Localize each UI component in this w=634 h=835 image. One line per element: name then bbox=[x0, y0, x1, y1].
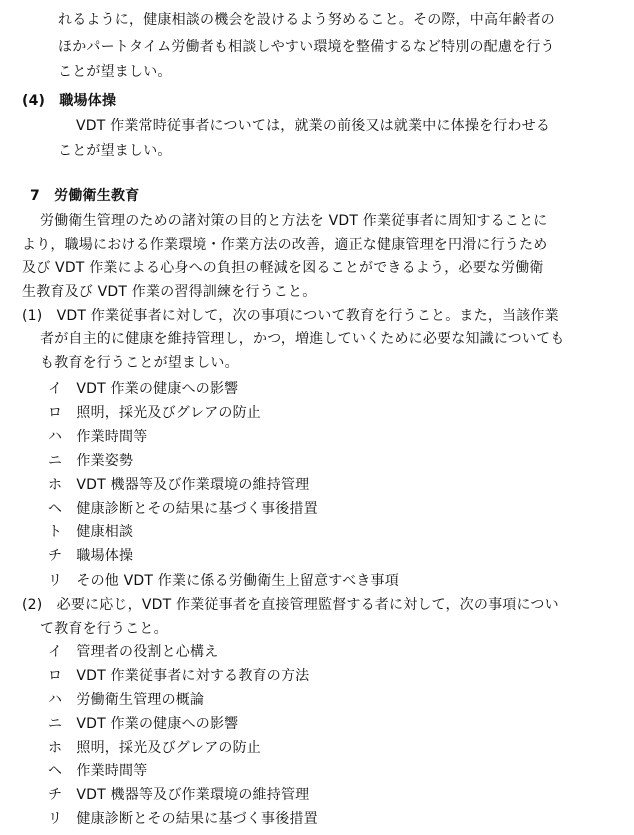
list-item: チ 職場体操 bbox=[48, 548, 134, 564]
list-item: ヘ 作業時間等 bbox=[48, 763, 148, 779]
list-item: ホ 照明，採光及びグレアの防止 bbox=[48, 740, 261, 756]
list-item: リ その他 VDT 作業に係る労働衛生上留意すべき事項 bbox=[48, 573, 399, 589]
item-heading-2: (2) 必要に応じ，VDT 作業従事者を直接管理監督する者に対して，次の事項につい bbox=[22, 597, 559, 613]
paragraph-line: 労働衛生管理のための諸対策の目的と方法を VDT 作業従事者に周知することに bbox=[40, 213, 548, 229]
paragraph-line: ことが望ましい。 bbox=[58, 64, 172, 80]
list-item: イ 管理者の役割と心構え bbox=[48, 644, 219, 660]
list-item: ニ VDT 作業の健康への影響 bbox=[48, 716, 239, 732]
paragraph-line: ことが望ましい。 bbox=[58, 143, 172, 159]
list-item: ヘ 健康診断とその結果に基づく事後措置 bbox=[48, 501, 318, 517]
paragraph-line: 者が自主的に健康を維持管理し，かつ，増進していくために必要な知識についても bbox=[40, 331, 565, 347]
list-item: ニ 作業姿勢 bbox=[48, 453, 134, 469]
list-item: ハ 労働衛生管理の概論 bbox=[48, 692, 205, 708]
section-heading-health-education: 7 労働衛生教育 bbox=[30, 188, 140, 204]
list-item: リ 健康診断とその結果に基づく事後措置 bbox=[48, 811, 318, 827]
paragraph-line: も教育を行うことが望ましい。 bbox=[40, 355, 239, 371]
paragraph-line: 生教育及び VDT 作業の習得訓練を行うこと。 bbox=[22, 284, 317, 300]
list-item: ロ VDT 作業従事者に対する教育の方法 bbox=[48, 668, 310, 684]
list-item: イ VDT 作業の健康への影響 bbox=[48, 381, 239, 397]
list-item: ト 健康相談 bbox=[48, 524, 134, 540]
paragraph-line: 及び VDT 作業による心身への負担の軽減を図ることができるよう，必要な労働衛 bbox=[22, 260, 544, 276]
paragraph-line: て教育を行うこと。 bbox=[40, 621, 168, 637]
paragraph-line: より，職場における作業環境・作業方法の改善，適正な健康管理を円滑に行うため bbox=[22, 237, 548, 253]
list-item: ホ VDT 機器等及び作業環境の維持管理 bbox=[48, 477, 310, 493]
paragraph-line: ほかパートタイム労働者も相談しやすい環境を整備するなど特別の配慮を行う bbox=[58, 39, 555, 55]
item-heading-1: (1) VDT 作業従事者に対して，次の事項について教育を行うこと。また，当該作業 bbox=[22, 308, 559, 324]
paragraph-line: れるように，健康相談の機会を設けるよう努めること。その際，中高年齢者の bbox=[58, 12, 555, 28]
list-item: チ VDT 機器等及び作業環境の維持管理 bbox=[48, 787, 310, 803]
paragraph-line: VDT 作業常時従事者については，就業の前後又は就業中に体操を行わせる bbox=[76, 118, 551, 134]
section-heading-workplace-exercise: (4) 職場体操 bbox=[22, 93, 117, 109]
list-item: ロ 照明，採光及びグレアの防止 bbox=[48, 405, 261, 421]
list-item: ハ 作業時間等 bbox=[48, 429, 148, 445]
